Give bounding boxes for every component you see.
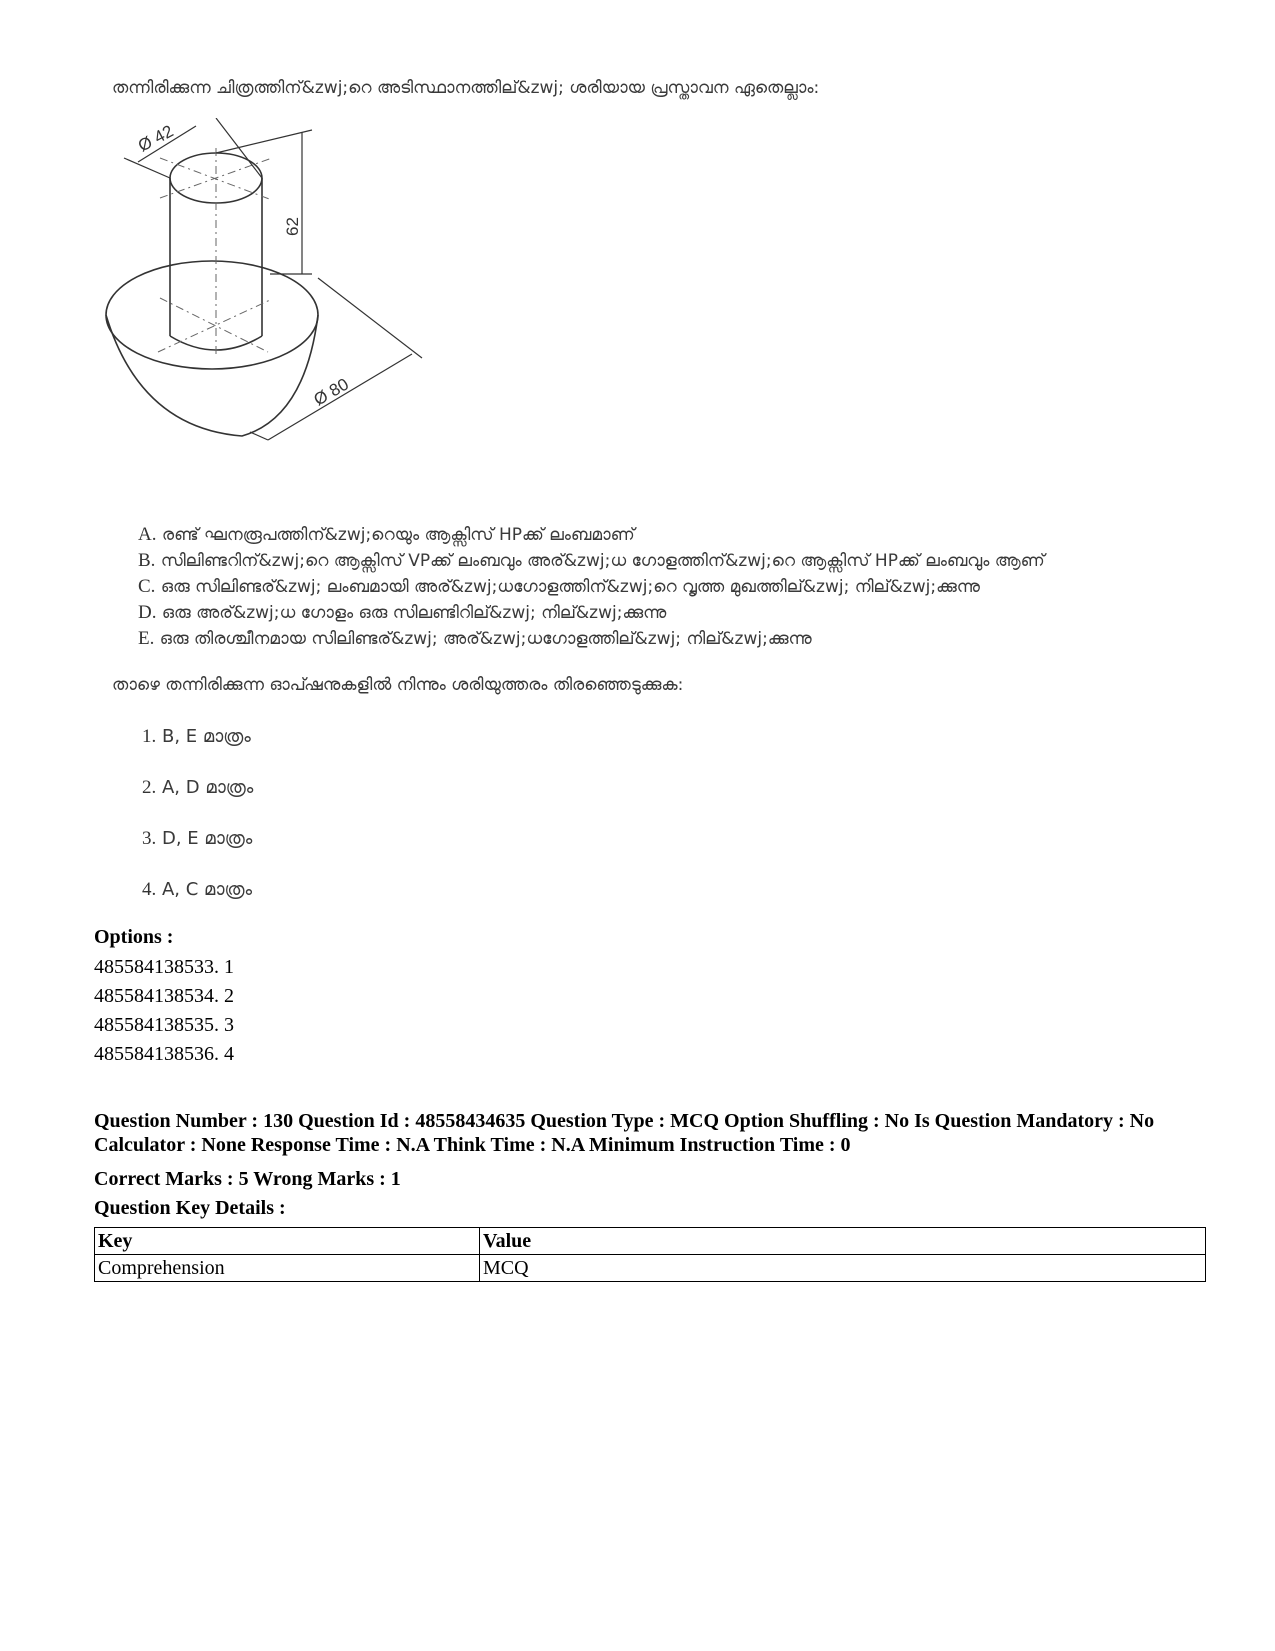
dimension-diameter-bottom: Ø 80	[310, 374, 352, 410]
dimension-height: 62	[283, 217, 302, 236]
choose-prompt: താഴെ തന്നിരിക്കുന്ന ഓപ്ഷനുകളിൽ നിന്നും ശരിയുത്തരം തിരഞ്ഞെടുക്കുക:	[112, 675, 684, 695]
table-header-value: Value	[480, 1228, 1206, 1255]
dimension-diameter-top: Ø 42	[134, 121, 177, 156]
question-metadata: Question Number : 130 Question Id : 48558434635 Question Type : MCQ Option Shuffling : No Is Question Mandatory : No Calculator : None Response Time : N.A Think Time : N.A Minimum Instruction Time : 0	[94, 1110, 1155, 1156]
answer-choice-1: 1. B, E മാത്രം	[142, 726, 251, 747]
option-item: 485584138536. 4	[94, 1043, 234, 1065]
option-item: 485584138535. 3	[94, 1014, 234, 1036]
statement-item: A. രണ്ട് ഘനരൂപത്തിന്&zwj;റെയും ആക്സിസ് HPക്ക് ലംബമാണ്	[138, 524, 635, 545]
option-item: 485584138533. 1	[94, 956, 234, 978]
option-item: 485584138534. 2	[94, 985, 234, 1007]
statement-item: C. ഒരു സിലിണ്ടര്&zwj; ലംബമായി അര്&zwj;ധഗോളത്തിന്&zwj;റെ വൃത്ത മുഖത്തില്&zwj; നില്&zwj;ക്കുന്നു	[138, 576, 980, 597]
answer-choice-4: 4. A, C മാത്രം	[142, 879, 252, 900]
table-header-key: Key	[95, 1228, 480, 1255]
answer-choice-3: 3. D, E മാത്രം	[142, 828, 253, 849]
options-title: Options :	[94, 926, 174, 948]
table-row	[95, 1255, 1206, 1282]
key-details-table	[94, 1227, 1206, 1282]
table-cell: MCQ	[480, 1255, 1206, 1282]
options-list	[94, 953, 234, 1069]
statement-item: D. ഒരു അര്&zwj;ധ ഗോളം ഒരു സിലണ്ടിറില്&zwj; നില്&zwj;ക്കുന്നു	[138, 602, 667, 623]
statement-list	[138, 522, 1045, 652]
answer-choice-2: 2. A, D മാത്രം	[142, 777, 254, 798]
statement-item: E. ഒരു തിരശ്ചീനമായ സിലിണ്ടര്&zwj; അര്&zwj;ധഗോളത്തില്&zwj; നില്&zwj;ക്കുന്നു	[138, 628, 812, 649]
table-cell: Comprehension	[95, 1255, 480, 1282]
question-prompt: തന്നിരിക്കുന്ന ചിത്രത്തിന്&zwj;റെ അടിസ്ഥാനത്തില്&zwj; ശരിയായ പ്രസ്താവന ഏതെല്ലാം:	[112, 78, 820, 98]
statement-item: B. സിലിണ്ടറിന്&zwj;റെ ആക്സിസ് VPക്ക് ലംബവും അര്&zwj;ധ ഗോളത്തിന്&zwj;റെ ആക്സിസ് HPക്ക് ലംബവും ആണ്	[138, 550, 1045, 571]
marks-info: Correct Marks : 5 Wrong Marks : 1	[94, 1168, 401, 1190]
technical-drawing-figure	[100, 118, 460, 478]
table-header-row	[95, 1228, 1206, 1255]
key-details-title: Question Key Details :	[94, 1197, 286, 1219]
